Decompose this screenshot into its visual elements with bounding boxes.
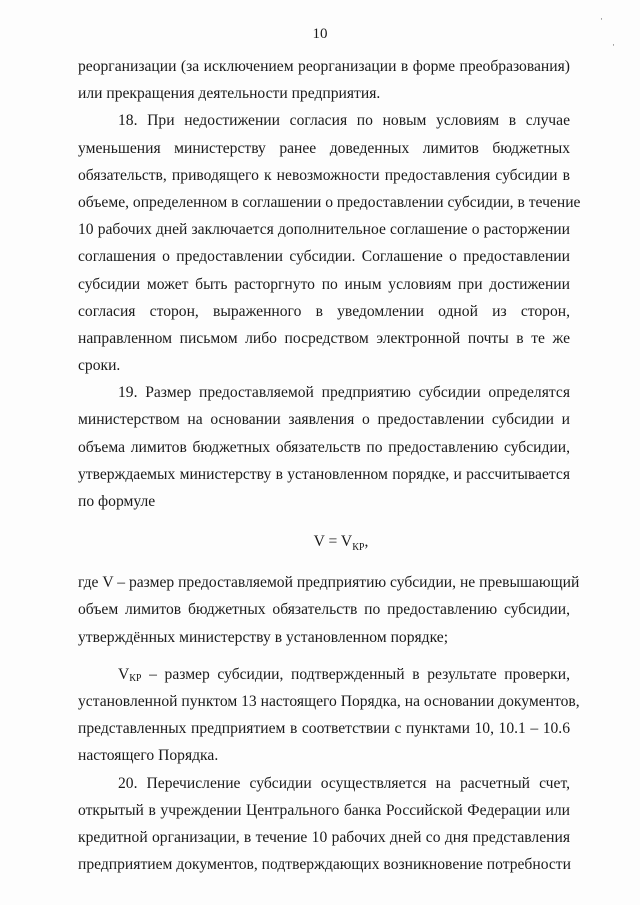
paragraph-20-start: 20. Перечисление субсидии осуществляется на расчетный счет,	[118, 774, 570, 792]
text-line: предприятием документов, подтверждающих возникновение потребности	[78, 856, 571, 874]
text-line: министерством на основании заявления о предоставлении субсидии и	[78, 411, 570, 429]
document-body	[78, 53, 581, 878]
text-line: направленном письмом либо посредством электронной почты в те же	[78, 329, 570, 347]
text-line: 10 рабочих дней заключается дополнительное соглашение о расторжении	[78, 221, 570, 239]
scan-speck: ·	[612, 40, 615, 50]
vkr-definition-text: – размер субсидии, подтвержденный в результате проверки,	[141, 665, 570, 683]
text-line: уменьшения министерству ранее доведенных лимитов бюджетных	[78, 139, 570, 157]
text-line: открытый в учреждении Центрального банка Российской Федерации или	[78, 801, 570, 819]
text-line: установленной пунктом 13 настоящего Порядка, на основании документов,	[78, 692, 580, 710]
text-line: обязательств, приводящего к невозможности предоставления субсидии в	[78, 166, 570, 184]
text-line: объеме, определенном в соглашении о предоставлении субсидии, в течение	[78, 193, 581, 211]
text-line: сроки.	[78, 357, 121, 375]
text-line: где V – размер предоставляемой предприятию субсидии, не превышающий	[78, 574, 580, 592]
text-line: субсидии может быть расторгнуто по иным условиям при достижении	[78, 275, 570, 293]
vkr-definition-line	[78, 661, 570, 688]
text-line: или прекращения деятельности предприятия.	[78, 85, 381, 103]
spacer	[78, 651, 570, 661]
text-line: объема лимитов бюджетных обязательств по предоставлению субсидии,	[78, 438, 570, 456]
text-line: по формуле	[78, 493, 156, 510]
scan-speck: ·	[600, 14, 603, 24]
vkr-symbol: V	[118, 665, 130, 683]
formula-tail: ,	[364, 533, 369, 551]
page-number: 10	[312, 26, 328, 42]
formula-subscript: КР	[352, 542, 365, 554]
paragraph-19-start: 19. Размер предоставляемой предприятию субсидии определятся	[118, 384, 570, 402]
formula	[78, 515, 570, 569]
text-line: соглашения о предоставлении субсидии. Соглашение о предоставлении	[78, 248, 570, 266]
formula-left: V = V	[313, 533, 353, 551]
vkr-subscript: КР	[129, 672, 142, 684]
text-line: согласия сторон, выраженного в уведомлении одной из сторон,	[78, 302, 570, 320]
paragraph-18-start: 18. При недостижении согласия по новым условиям в случае	[118, 112, 570, 130]
text-line: реорганизации (за исключением реорганизации в форме преобразования)	[78, 58, 570, 75]
text-line: утверждённых министерству в установленном порядке;	[78, 628, 449, 646]
text-line: утверждаемых министерству в установленном порядке, и рассчитывается	[78, 465, 570, 483]
text-line: кредитной организации, в течение 10 рабочих дней со дня представления	[78, 828, 570, 846]
text-line: объем лимитов бюджетных обязательств по предоставлению субсидии,	[78, 601, 570, 619]
text-line: представленных предприятием в соответствии с пунктами 10, 10.1 – 10.6	[78, 720, 570, 738]
text-line: настоящего Порядка.	[78, 747, 219, 765]
